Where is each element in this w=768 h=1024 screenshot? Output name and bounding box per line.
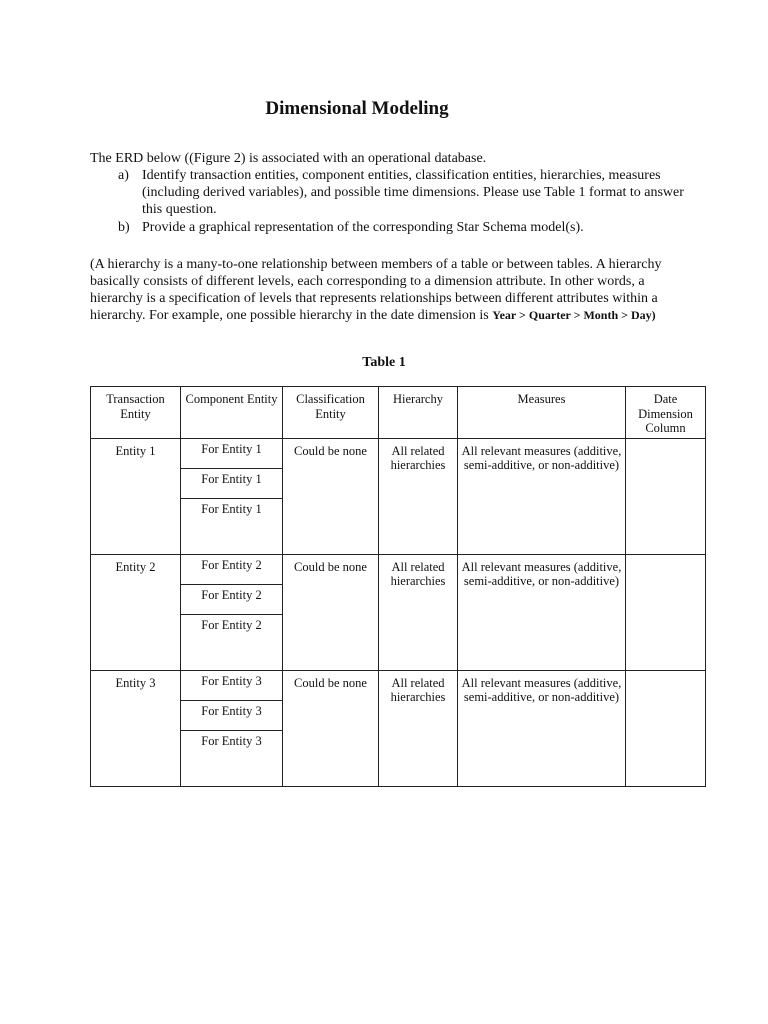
cell-hierarchy: All related hierarchies [379, 670, 458, 786]
question-marker: a) [118, 168, 129, 183]
cell-classification-entity: Could be none [283, 438, 379, 554]
cell-classification-entity: Could be none [283, 554, 379, 670]
header-classification-entity: Classification Entity [283, 387, 379, 439]
cell-transaction-entity: Entity 2 [91, 554, 181, 670]
component-entity: For Entity 1 [201, 501, 262, 516]
cell-transaction-entity: Entity 1 [91, 438, 181, 554]
table-row [91, 670, 706, 786]
question-text: Identify transaction entities, component entities, classification entities, hierarchies, measures (including derived variables), and possible time dimensions. Please use Table 1 format to answer this question. [142, 168, 684, 217]
cell-measures: All relevant measures (additive, semi-additive, or non-additive) [458, 438, 626, 554]
header-date-dimension-column: Date Dimension Column [626, 387, 706, 439]
cell-transaction-entity: Entity 3 [91, 670, 181, 786]
hierarchy-note [90, 256, 670, 324]
cell-measures: All relevant measures (additive, semi-additive, or non-additive) [458, 554, 626, 670]
header-measures: Measures [458, 387, 626, 439]
table-row [91, 554, 706, 670]
hierarchy-note-text: (A hierarchy is a many-to-one relationship between members of a table or between tables. A hierarchy basically consists of different levels, each corresponding to a dimension attribute. In other words, a hierarchy is a specification of levels that represents relationships between different attributes within a hierarchy. For example, one possible hierarchy in the date dimension is [90, 257, 662, 323]
header-component-entity: Component Entity [181, 387, 283, 439]
component-entity: For Entity 2 [181, 585, 282, 615]
cell-date-dimension [626, 554, 706, 670]
hierarchy-example: Year > Quarter > Month > Day) [492, 308, 656, 322]
table-header-row [91, 387, 706, 439]
cell-hierarchy: All related hierarchies [379, 438, 458, 554]
cell-hierarchy: All related hierarchies [379, 554, 458, 670]
cell-component-entities [181, 554, 283, 670]
question-text: Provide a graphical representation of the corresponding Star Schema model(s). [142, 220, 584, 235]
component-entity: For Entity 3 [201, 733, 262, 748]
intro-text: The ERD below ((Figure 2) is associated with an operational database. [90, 151, 487, 166]
cell-date-dimension [626, 438, 706, 554]
component-entity: For Entity 3 [181, 701, 282, 731]
component-entity: For Entity 2 [181, 555, 282, 585]
cell-classification-entity: Could be none [283, 670, 379, 786]
component-entity: For Entity 2 [201, 617, 262, 632]
component-entity: For Entity 3 [181, 671, 282, 701]
table-caption: Table 1 [362, 355, 406, 370]
header-hierarchy: Hierarchy [379, 387, 458, 439]
cell-measures: All relevant measures (additive, semi-additive, or non-additive) [458, 670, 626, 786]
cell-component-entities [181, 438, 283, 554]
cell-date-dimension [626, 670, 706, 786]
header-transaction-entity: Transaction Entity [91, 387, 181, 439]
page-title: Dimensional Modeling [265, 98, 449, 119]
question-marker: b) [118, 220, 130, 235]
entity-table [90, 386, 706, 787]
table-row [91, 438, 706, 554]
cell-component-entities [181, 670, 283, 786]
component-entity: For Entity 1 [181, 439, 282, 469]
component-entity: For Entity 1 [181, 469, 282, 499]
